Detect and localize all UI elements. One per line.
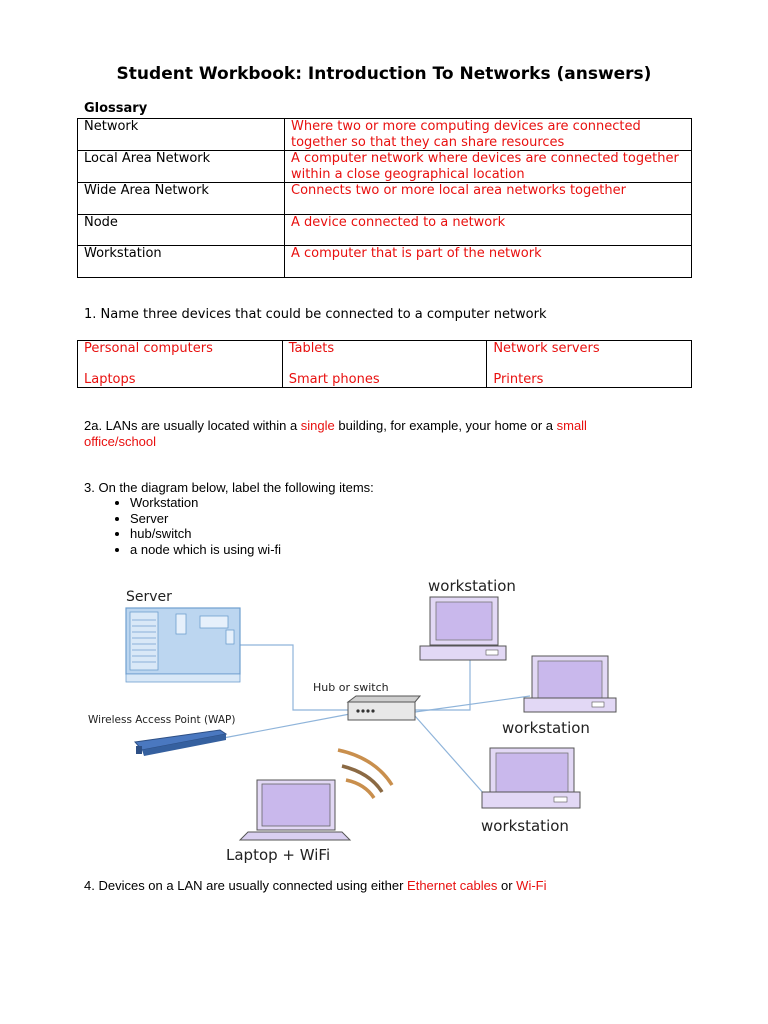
network-diagram [80, 570, 640, 870]
server-label: Server [126, 589, 172, 605]
question-2a [84, 418, 654, 450]
glossary-definition: Connects two or more local area networks together [285, 183, 692, 215]
table-row [78, 215, 692, 246]
table-row [78, 151, 692, 183]
q4-text: 4. Devices on a LAN are usually connected using either [84, 878, 408, 893]
devices-table [77, 340, 692, 388]
wap-label: Wireless Access Point (WAP) [88, 714, 236, 726]
glossary-term: Workstation [78, 246, 285, 278]
workstation-label: workstation [502, 719, 590, 737]
workstation-icon [524, 656, 616, 712]
hub-label: Hub or switch [313, 681, 389, 694]
devices-cell [282, 341, 487, 388]
device-answer: Laptops [84, 371, 136, 387]
glossary-term: Network [78, 119, 285, 151]
list-item: • Server [130, 511, 281, 527]
table-row [78, 119, 692, 151]
glossary-term: Node [78, 215, 285, 246]
question-4 [84, 878, 547, 894]
workstation-icon [420, 597, 506, 660]
device-answer: Smart phones [288, 371, 380, 387]
workstation-label: workstation [481, 817, 569, 835]
workstation-label: workstation [428, 577, 516, 595]
wap-icon [135, 730, 226, 756]
glossary-definition: A computer network where devices are connected together within a close geographical location [285, 151, 692, 183]
device-answer: Printers [493, 371, 544, 387]
workstation-icon [482, 748, 580, 808]
devices-cell [487, 341, 692, 388]
glossary-heading: Glossary [84, 101, 148, 116]
glossary-definition: A device connected to a network [285, 215, 692, 246]
devices-cell [78, 341, 283, 388]
q2a-answer: small office/school [84, 418, 587, 449]
device-answer: Network servers [493, 341, 600, 356]
q2a-text: building, for example, your home or a [334, 418, 557, 433]
table-row [78, 183, 692, 215]
glossary-term: Wide Area Network [78, 183, 285, 215]
table-row [78, 341, 692, 388]
q4-text: or [497, 878, 517, 893]
device-answer: Tablets [288, 341, 335, 356]
glossary-definition: A computer that is part of the network [285, 246, 692, 278]
hub-switch-icon [348, 696, 420, 720]
table-row [78, 246, 692, 278]
question-3-prompt: 3. On the diagram below, label the following items: [84, 480, 374, 495]
q4-answer: Wi-Fi [516, 878, 547, 893]
laptop-icon [240, 780, 350, 840]
q4-answer: Ethernet cables [407, 878, 498, 893]
device-answer: Personal computers [84, 341, 213, 356]
server-icon [126, 608, 240, 682]
list-item: • Workstation [130, 495, 281, 511]
glossary-table [77, 118, 692, 278]
wifi-signal-icon [338, 750, 392, 798]
label-items-list [84, 495, 281, 557]
q2a-text: 2a. LANs are usually located within a [84, 418, 301, 433]
laptop-label: Laptop + WiFi [226, 846, 331, 864]
list-item: • a node which is using wi-fi [130, 542, 281, 558]
question-1-prompt: 1. Name three devices that could be connected to a computer network [84, 307, 547, 322]
glossary-term: Local Area Network [78, 151, 285, 183]
list-item: • hub/switch [130, 526, 281, 542]
glossary-definition: Where two or more computing devices are connected together so that they can share resources [285, 119, 692, 151]
q2a-answer: single [300, 418, 335, 433]
page-title: Student Workbook: Introduction To Networks (answers) [116, 64, 652, 84]
